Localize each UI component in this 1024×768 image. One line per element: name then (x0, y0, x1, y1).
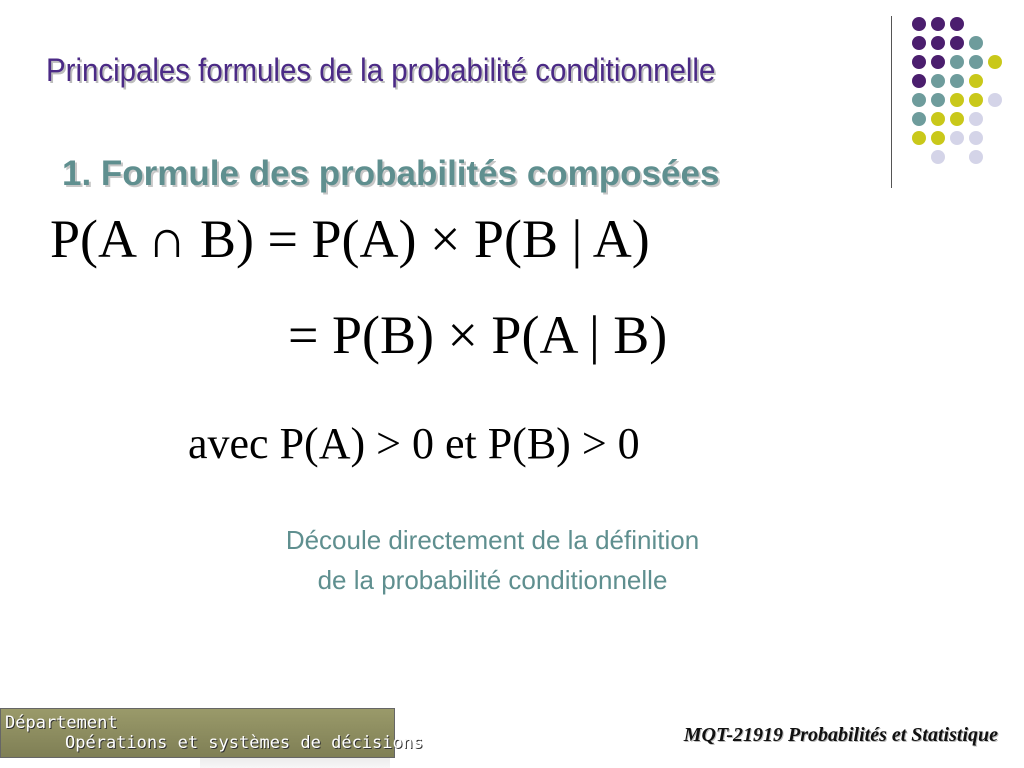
dot (950, 36, 964, 50)
dot (931, 55, 945, 69)
dot (950, 112, 964, 126)
dot (931, 131, 945, 145)
dot (950, 17, 964, 31)
dot (969, 150, 983, 164)
dot (931, 74, 945, 88)
dot (969, 131, 983, 145)
explanatory-note (200, 520, 785, 600)
dot (912, 55, 926, 69)
dot (950, 93, 964, 107)
note-line-1: Découle directement de la définition (285, 525, 700, 555)
dot (931, 36, 945, 50)
dot (912, 112, 926, 126)
dot (931, 112, 945, 126)
divider-line (891, 16, 892, 188)
note-line-2: de la probabilité conditionnelle (317, 565, 668, 595)
equation-line-2: = P(B) × P(A | B) (288, 305, 668, 365)
dot (912, 131, 926, 145)
course-footer: MQT-21919 Probabilités et Statistique (683, 724, 998, 746)
dot (969, 55, 983, 69)
department-logo (0, 708, 424, 758)
dot (912, 17, 926, 31)
dot (969, 93, 983, 107)
dot (950, 74, 964, 88)
dot (950, 131, 964, 145)
dot (988, 55, 1002, 69)
dot (912, 74, 926, 88)
department-label-line1: Département (5, 713, 118, 733)
dot (950, 55, 964, 69)
dot (969, 36, 983, 50)
dot (931, 17, 945, 31)
department-label-line2: Opérations et systèmes de décisions (65, 733, 424, 753)
condition-line: avec P(A) > 0 et P(B) > 0 (188, 419, 640, 468)
dot (931, 93, 945, 107)
equation-line-1: P(A ∩ B) = P(A) × P(B | A) (50, 209, 650, 269)
slide-title: Principales formules de la probabilité conditionnelle (46, 52, 716, 88)
dot (969, 112, 983, 126)
section-heading: 1. Formule des probabilités composées (62, 154, 720, 193)
dot (912, 36, 926, 50)
dot (969, 74, 983, 88)
dot (988, 93, 1002, 107)
dot (912, 93, 926, 107)
dot (931, 150, 945, 164)
